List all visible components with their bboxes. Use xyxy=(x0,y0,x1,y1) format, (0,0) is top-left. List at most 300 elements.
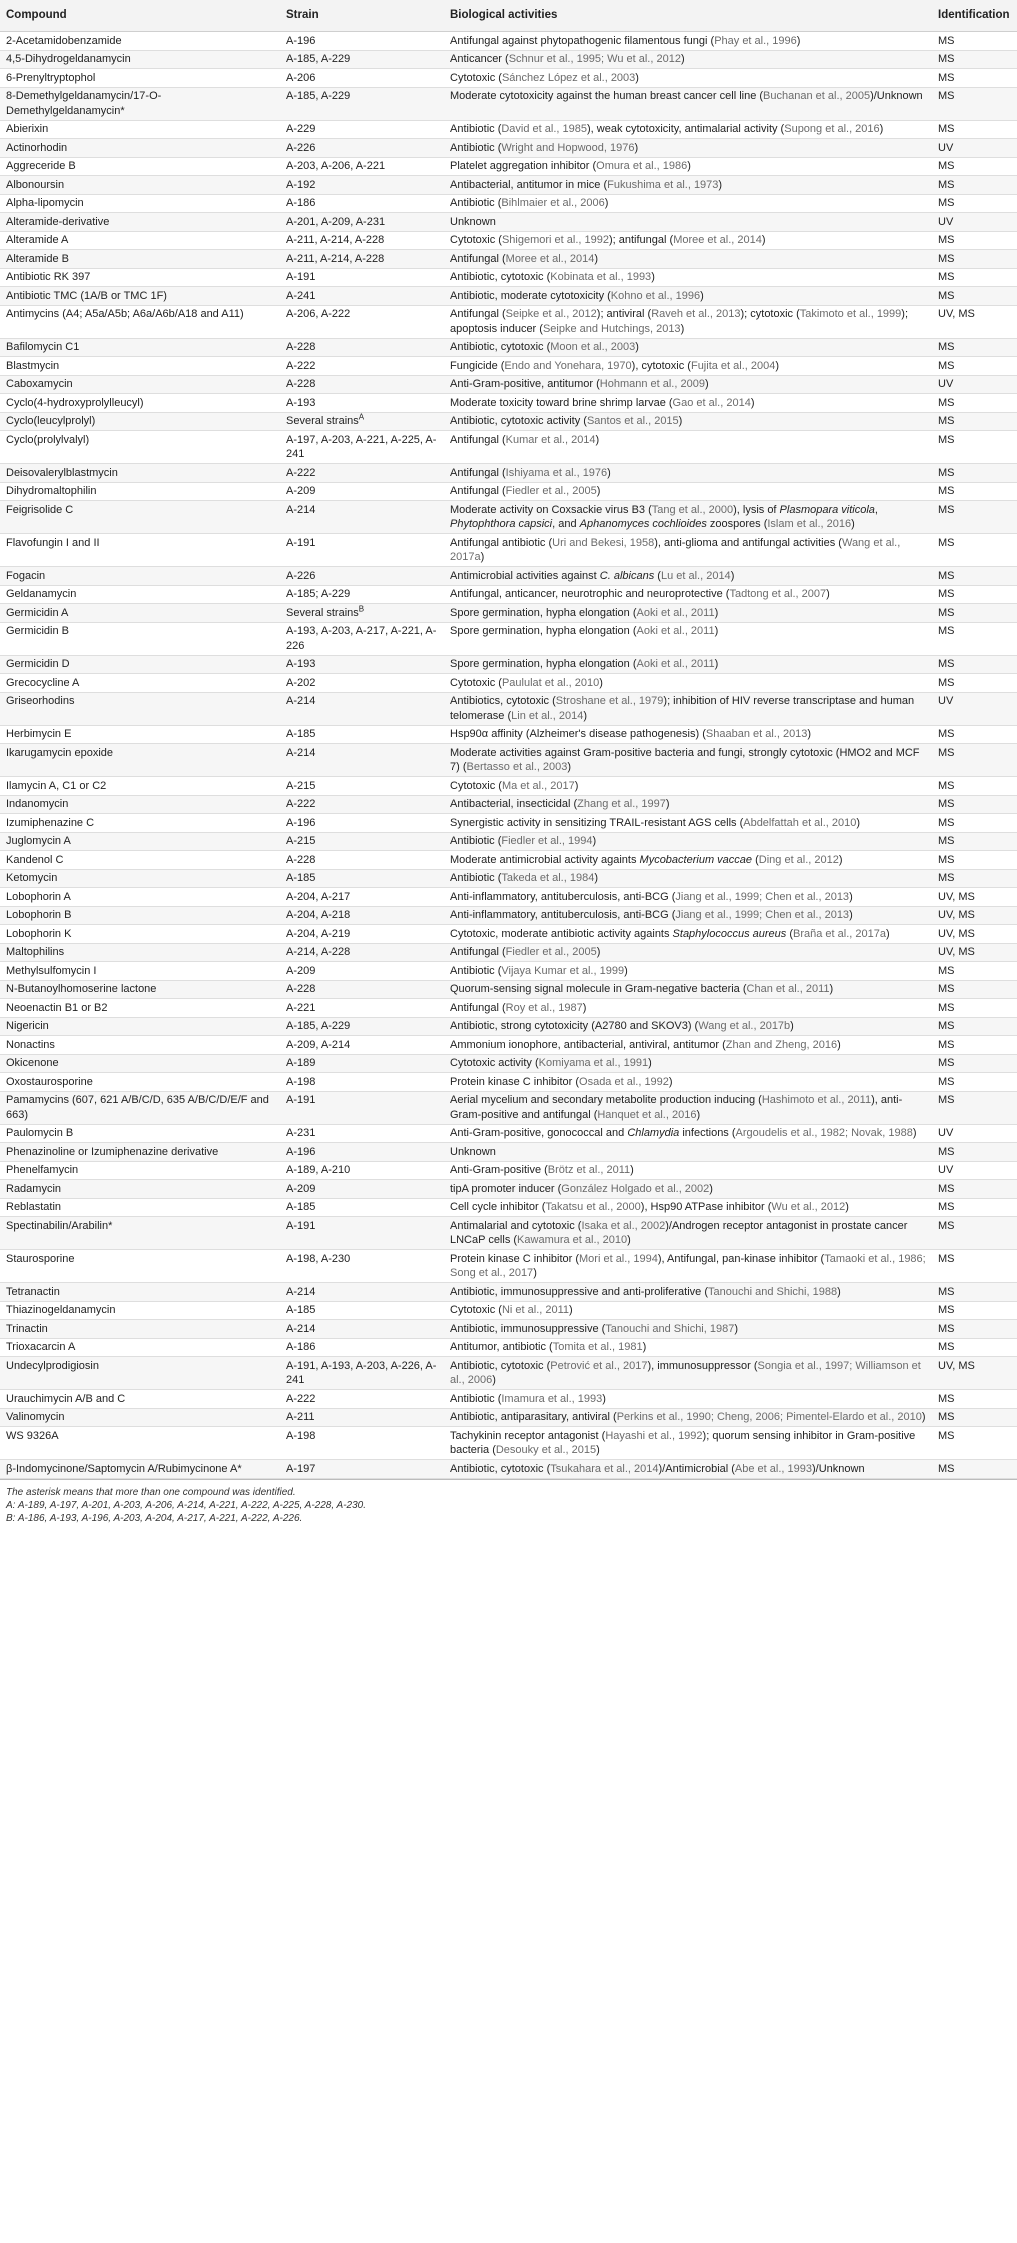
table-row xyxy=(0,50,1017,69)
strain-text: A-214 xyxy=(286,695,316,707)
activity-text: Protein kinase C inhibitor ( xyxy=(450,1075,580,1088)
citation-link[interactable]: Lu et al., 2014 xyxy=(660,569,731,582)
strain-text: A-197 xyxy=(286,1462,316,1475)
citation-link[interactable]: Hashimoto et al., 2011 xyxy=(761,1094,872,1106)
activity-text: Antibacterial, antitumor in mice ( xyxy=(450,178,608,191)
activity-text: ) xyxy=(594,872,598,884)
compound-cell: Geldanamycin xyxy=(0,585,280,604)
compound-cell: Phenazinoline or Izumiphenazine derivative xyxy=(0,1143,280,1162)
citation-link[interactable]: Wright and Hopwood, 1976 xyxy=(501,141,635,154)
citation-link[interactable]: Buchanan et al., 2005 xyxy=(763,90,871,102)
activity-text: ) xyxy=(837,1038,841,1051)
citation-link[interactable]: Isaka et al., 2002 xyxy=(581,1219,666,1232)
citation-link[interactable]: Kawamura et al., 2010 xyxy=(517,1234,628,1246)
strain-text: A-231 xyxy=(286,1127,316,1139)
citation-link[interactable]: Wang et al., 2017b xyxy=(698,1020,791,1032)
table-row xyxy=(0,1198,1017,1217)
activity-text: ) xyxy=(624,964,628,977)
citation-link[interactable]: Desouky et al., 2015 xyxy=(495,1444,597,1456)
species-name: Phytophthora capsici xyxy=(450,518,553,530)
strain-cell xyxy=(280,888,444,907)
activity-cell xyxy=(444,357,932,376)
strain-text: A-214, A-228 xyxy=(286,946,351,958)
activity-text: ) xyxy=(607,466,611,479)
identification-cell: MS xyxy=(932,832,1017,851)
compound-cell: Blastmycin xyxy=(0,357,280,376)
table-row xyxy=(0,287,1017,306)
strain-cell xyxy=(280,268,444,287)
citation-link[interactable]: Songia et al., 1997; Williamson et al., 2006 xyxy=(450,1359,921,1386)
table-row xyxy=(0,795,1017,814)
citation-link[interactable]: Komiyama et al., 1991 xyxy=(538,1057,649,1069)
activity-text: )/Unknown xyxy=(870,90,923,102)
compound-cell: Okicenone xyxy=(0,1054,280,1073)
activity-cell xyxy=(444,157,932,176)
citation-link[interactable]: Wu et al., 2012 xyxy=(771,1201,846,1213)
citation-link[interactable]: Ishiyama et al., 1976 xyxy=(505,466,608,479)
activity-text: ) xyxy=(492,1374,496,1386)
strain-text: A-203, A-206, A-221 xyxy=(286,160,386,172)
strain-text: A-191 xyxy=(286,271,316,283)
citation-link[interactable]: Fiedler et al., 1994 xyxy=(501,835,593,847)
identification-cell: UV xyxy=(932,213,1017,232)
citation-link[interactable]: Islam et al., 2016 xyxy=(767,518,852,530)
activity-text: ( xyxy=(786,927,794,940)
identification-cell: MS xyxy=(932,585,1017,604)
strain-text: A-209, A-214 xyxy=(286,1038,351,1051)
species-name: Staphylococcus aureus xyxy=(672,927,787,940)
table-row xyxy=(0,1357,1017,1390)
activity-text: ) xyxy=(687,160,691,172)
activity-cell xyxy=(444,1460,932,1479)
citation-link[interactable]: Perkins et al., 1990; Cheng, 2006; Pimentel-Elardo et al., 2010 xyxy=(616,1411,922,1423)
activity-cell xyxy=(444,32,932,51)
activity-cell xyxy=(444,1301,932,1320)
citation-link[interactable]: Fiedler et al., 2005 xyxy=(505,946,597,958)
identification-cell: MS xyxy=(932,567,1017,586)
citation-link[interactable]: Seipke et al., 2012 xyxy=(505,308,597,320)
identification-cell: MS xyxy=(932,1250,1017,1283)
identification-cell: MS xyxy=(932,157,1017,176)
citation-link[interactable]: Supong et al., 2016 xyxy=(784,123,880,135)
activity-cell xyxy=(444,338,932,357)
citation-link[interactable]: Kumar et al., 2014 xyxy=(505,433,596,446)
activity-cell xyxy=(444,375,932,394)
strain-cell xyxy=(280,906,444,925)
species-name: Chlamydia xyxy=(627,1127,680,1139)
activity-cell xyxy=(444,1143,932,1162)
strain-cell xyxy=(280,1217,444,1250)
activity-cell xyxy=(444,431,932,464)
activity-cell xyxy=(444,1180,932,1199)
identification-cell: MS xyxy=(932,1460,1017,1479)
activity-text: Cytotoxic ( xyxy=(450,1304,502,1316)
strain-text: A-193 xyxy=(286,396,316,409)
activity-cell xyxy=(444,305,932,338)
activity-cell xyxy=(444,1124,932,1143)
strain-cell xyxy=(280,534,444,567)
citation-link[interactable]: Moon et al., 2003 xyxy=(550,341,636,353)
identification-cell: MS xyxy=(932,534,1017,567)
identification-cell: MS xyxy=(932,87,1017,120)
strain-footnote-marker: B xyxy=(358,603,365,613)
activity-text: ) xyxy=(648,1057,652,1069)
citation-link[interactable]: Tang et al., 2000 xyxy=(651,503,734,516)
table-row xyxy=(0,1408,1017,1427)
table-row xyxy=(0,1217,1017,1250)
activity-text: Antifungal antibiotic ( xyxy=(450,536,553,549)
citation-link[interactable]: Vijaya Kumar et al., 1999 xyxy=(501,964,625,977)
citation-link[interactable]: Fiedler et al., 2005 xyxy=(505,485,597,497)
citation-link[interactable]: Hanquet et al., 2016 xyxy=(597,1108,697,1121)
citation-link[interactable]: Seipke and Hutchings, 2013 xyxy=(542,322,681,335)
table-row xyxy=(0,32,1017,51)
activity-text: ) xyxy=(630,1164,634,1176)
activity-text: ) xyxy=(838,853,843,866)
strain-cell xyxy=(280,962,444,981)
activity-text: ), cytotoxic ( xyxy=(631,359,691,372)
activity-text: ) xyxy=(912,1127,917,1139)
citation-link[interactable]: Santos et al., 2015 xyxy=(586,415,679,427)
activity-text: ); inhibition of HIV reverse transcriptase and human telomerase ( xyxy=(450,695,915,722)
identification-cell: MS xyxy=(932,795,1017,814)
activity-cell xyxy=(444,604,932,623)
strain-cell xyxy=(280,394,444,413)
strain-text: A-206 xyxy=(286,71,316,84)
activity-cell xyxy=(444,906,932,925)
citation-link[interactable]: Stroshane et al., 1979 xyxy=(555,695,664,707)
activity-text: ) xyxy=(885,927,890,940)
strain-text: A-186 xyxy=(286,197,316,209)
strain-cell xyxy=(280,194,444,213)
table-row xyxy=(0,213,1017,232)
activity-cell xyxy=(444,692,932,725)
activity-text: ) xyxy=(604,197,609,209)
citation-link[interactable]: Uri and Bekesi, 1958 xyxy=(552,536,655,549)
citation-link[interactable]: Abe et al., 1993 xyxy=(734,1462,812,1475)
strain-text: A-186 xyxy=(286,1341,316,1353)
citation-link[interactable]: Lin et al., 2014 xyxy=(511,709,584,722)
activity-cell xyxy=(444,287,932,306)
identification-cell: MS xyxy=(932,250,1017,269)
identification-cell: MS xyxy=(932,1198,1017,1217)
table-row xyxy=(0,194,1017,213)
activity-text: ) xyxy=(635,71,639,84)
activity-text: Anti-Gram-positive ( xyxy=(450,1164,548,1176)
compound-cell: Tetranactin xyxy=(0,1283,280,1302)
table-row xyxy=(0,338,1017,357)
table-row xyxy=(0,1390,1017,1409)
activity-text: Synergistic activity in sensitizing TRAIL-resistant AGS cells ( xyxy=(450,816,744,829)
citation-link[interactable]: Sánchez López et al., 2003 xyxy=(501,71,636,84)
strain-cell xyxy=(280,482,444,501)
strain-text: A-214 xyxy=(286,503,316,516)
activity-text: ) xyxy=(594,252,598,265)
table-row xyxy=(0,87,1017,120)
strain-cell xyxy=(280,1408,444,1427)
table-row xyxy=(0,1250,1017,1283)
activity-text: Anti-inflammatory, antituberculosis, anti-BCG ( xyxy=(450,909,676,921)
compound-cell: Antibiotic RK 397 xyxy=(0,268,280,287)
header-compound: Compound xyxy=(0,0,280,32)
citation-link[interactable]: Aoki et al., 2011 xyxy=(636,658,715,670)
compound-cell: Nigericin xyxy=(0,1017,280,1036)
compound-cell: Maltophilins xyxy=(0,943,280,962)
strain-text: A-204, A-217 xyxy=(286,890,351,903)
compound-cell: Urauchimycin A/B and C xyxy=(0,1390,280,1409)
activity-text: ), anti-glioma and antifungal activities ( xyxy=(654,536,842,549)
identification-cell: MS xyxy=(932,394,1017,413)
compound-cell: Reblastatin xyxy=(0,1198,280,1217)
identification-cell: MS xyxy=(932,338,1017,357)
activity-cell xyxy=(444,999,932,1018)
activity-cell xyxy=(444,194,932,213)
activity-text: ) xyxy=(569,1304,573,1316)
citation-link[interactable]: Jiang et al., 1999; Chen et al., 2013 xyxy=(675,890,850,903)
citation-link[interactable]: Moree et al., 2014 xyxy=(673,234,762,246)
identification-cell: MS xyxy=(932,1301,1017,1320)
activity-text: ) xyxy=(750,396,755,409)
table-row xyxy=(0,814,1017,833)
identification-cell: MS xyxy=(932,655,1017,674)
activity-text: ); antiviral ( xyxy=(596,308,652,320)
compound-cell: WS 9326A xyxy=(0,1427,280,1460)
strain-cell xyxy=(280,1390,444,1409)
citation-link[interactable]: Ding et al., 2012 xyxy=(758,853,839,866)
table-row xyxy=(0,1143,1017,1162)
compound-cell: Alteramide B xyxy=(0,250,280,269)
activity-text: ) xyxy=(665,798,670,810)
strain-text: A-198, A-230 xyxy=(286,1252,351,1265)
strain-text: A-185 xyxy=(286,1304,316,1316)
citation-link[interactable]: Zhang et al., 1997 xyxy=(577,798,666,810)
citation-link[interactable]: Chan et al., 2011 xyxy=(746,983,830,995)
activity-text: Protein kinase C inhibitor ( xyxy=(450,1252,580,1265)
citation-link[interactable]: Tomita et al., 1981 xyxy=(552,1341,643,1353)
activity-text: Antifungal ( xyxy=(450,485,506,497)
strain-text: A-189 xyxy=(286,1057,316,1069)
citation-link[interactable]: Endo and Yonehara, 1970 xyxy=(504,359,632,372)
table-row xyxy=(0,250,1017,269)
citation-link[interactable]: Osada et al., 1992 xyxy=(579,1075,669,1088)
activity-text: Cytotoxic ( xyxy=(450,71,502,84)
compound-cell: Methylsulfomycin I xyxy=(0,962,280,981)
citation-link[interactable]: Raveh et al., 2013 xyxy=(651,308,741,320)
compound-cell: Antibiotic TMC (1A/B or TMC 1F) xyxy=(0,287,280,306)
activity-text: infections ( xyxy=(679,1127,736,1139)
citation-link[interactable]: Aoki et al., 2011 xyxy=(636,606,715,619)
activity-text: ) xyxy=(730,569,735,582)
citation-link[interactable]: Phay et al., 1996 xyxy=(714,34,797,47)
strain-cell xyxy=(280,176,444,195)
identification-cell: MS xyxy=(932,674,1017,693)
compound-cell: Actinorhodin xyxy=(0,139,280,158)
citation-link[interactable]: Takimoto et al., 1999 xyxy=(799,308,902,320)
identification-cell: MS xyxy=(932,851,1017,870)
citation-link[interactable]: Gao et al., 2014 xyxy=(672,396,751,409)
citation-link[interactable]: Zhan and Zheng, 2016 xyxy=(725,1038,838,1051)
activity-cell xyxy=(444,674,932,693)
citation-link[interactable]: Tamaoki et al., 1986; Song et al., 2017 xyxy=(450,1252,926,1279)
citation-link[interactable]: Tanouchi and Shichi, 1987 xyxy=(605,1322,735,1335)
citation-link[interactable]: Roy et al., 1987 xyxy=(505,1001,583,1014)
citation-link[interactable]: Mori et al., 1994 xyxy=(579,1252,658,1265)
citation-link[interactable]: Jiang et al., 1999; Chen et al., 2013 xyxy=(675,909,850,921)
table-row xyxy=(0,120,1017,139)
activity-text: ) xyxy=(807,728,812,740)
compound-cell: Griseorhodins xyxy=(0,692,280,725)
table-row xyxy=(0,464,1017,483)
identification-cell: MS xyxy=(932,744,1017,777)
strain-cell xyxy=(280,869,444,888)
strain-cell xyxy=(280,1124,444,1143)
citation-link[interactable]: Bihlmaier et al., 2006 xyxy=(501,197,605,209)
citation-link[interactable]: Takatsu et al., 2000 xyxy=(545,1201,641,1213)
citation-link[interactable]: Kobinata et al., 1993 xyxy=(550,271,652,283)
activity-text: Antibiotic ( xyxy=(450,197,502,209)
compound-cell: Pamamycins (607, 621 A/B/C/D, 635 A/B/C/D/E/F and 663) xyxy=(0,1091,280,1124)
activity-cell xyxy=(444,1338,932,1357)
strain-cell xyxy=(280,157,444,176)
activity-text: Antibiotic ( xyxy=(450,1392,502,1405)
identification-cell: MS xyxy=(932,999,1017,1018)
table-row xyxy=(0,176,1017,195)
strain-text: A-226 xyxy=(286,569,316,582)
strain-cell xyxy=(280,832,444,851)
table-row xyxy=(0,567,1017,586)
table-row xyxy=(0,851,1017,870)
activity-text: ) xyxy=(714,606,719,619)
strain-cell xyxy=(280,725,444,744)
strain-text: A-228 xyxy=(286,853,316,866)
strain-cell xyxy=(280,1017,444,1036)
activity-text: ( xyxy=(654,569,661,582)
activity-text: Anti-Gram-positive, antitumor ( xyxy=(450,378,600,390)
citation-link[interactable]: Argoudelis et al., 1982; Novak, 1988 xyxy=(735,1127,913,1139)
compound-cell: Lobophorin B xyxy=(0,906,280,925)
activity-text: ) xyxy=(761,234,766,246)
citation-link[interactable]: Aoki et al., 2011 xyxy=(636,625,715,637)
identification-cell: UV xyxy=(932,1161,1017,1180)
citation-link[interactable]: Kohno et al., 1996 xyxy=(610,289,701,302)
identification-cell: MS xyxy=(932,814,1017,833)
strain-cell xyxy=(280,1320,444,1339)
citation-link[interactable]: David et al., 1985 xyxy=(501,123,587,135)
identification-cell: MS xyxy=(932,1283,1017,1302)
activity-text: Antibiotic ( xyxy=(450,141,502,154)
table-row xyxy=(0,869,1017,888)
strain-cell xyxy=(280,1161,444,1180)
citation-link[interactable]: Hohmann et al., 2009 xyxy=(599,378,705,390)
strain-cell xyxy=(280,622,444,655)
citation-link[interactable]: Paululat et al., 2010 xyxy=(501,676,600,689)
strain-cell xyxy=(280,744,444,777)
identification-cell: MS xyxy=(932,194,1017,213)
identification-cell: MS xyxy=(932,777,1017,796)
activity-text: Antifungal ( xyxy=(450,946,506,958)
strain-text: A-226 xyxy=(286,141,316,154)
activity-cell xyxy=(444,1073,932,1092)
citation-link[interactable]: Tsukahara et al., 2014 xyxy=(550,1462,659,1475)
strain-cell xyxy=(280,814,444,833)
activity-text: Antibiotic, antiparasitary, antiviral ( xyxy=(450,1411,617,1423)
strain-text: A-185, A-229 xyxy=(286,1020,351,1032)
compound-cell: Trinactin xyxy=(0,1320,280,1339)
citation-link[interactable]: Braña et al., 2017a xyxy=(793,927,886,940)
citation-link[interactable]: Tanouchi and Shichi, 1988 xyxy=(708,1285,838,1298)
citation-link[interactable]: Wang et al., 2017a xyxy=(450,536,901,563)
activity-text: ) xyxy=(718,178,723,191)
citation-link[interactable]: Shigemori et al., 1992 xyxy=(501,234,609,246)
citation-link[interactable]: González Holgado et al., 2002 xyxy=(561,1182,710,1195)
strain-cell xyxy=(280,943,444,962)
activity-text: Anti-Gram-positive, gonococcal and xyxy=(450,1127,628,1139)
citation-link[interactable]: Abdelfattah et al., 2010 xyxy=(743,816,857,829)
compound-cell: Kandenol C xyxy=(0,851,280,870)
activity-text: Unknown xyxy=(450,1145,496,1158)
activity-cell xyxy=(444,725,932,744)
table-row xyxy=(0,777,1017,796)
compound-cell: Nonactins xyxy=(0,1036,280,1055)
strain-text: A-185; A-229 xyxy=(286,588,351,600)
strain-cell xyxy=(280,1143,444,1162)
compound-cell: Cyclo(4-hydroxyprolylleucyl) xyxy=(0,394,280,413)
identification-cell: MS xyxy=(932,120,1017,139)
strain-text: A-198 xyxy=(286,1429,316,1442)
activity-cell xyxy=(444,925,932,944)
identification-cell: MS xyxy=(932,1143,1017,1162)
citation-link[interactable]: Omura et al., 1986 xyxy=(596,160,688,172)
activity-text: Antibiotic ( xyxy=(450,123,502,135)
strain-cell xyxy=(280,338,444,357)
citation-link[interactable]: Ma et al., 2017 xyxy=(501,779,575,792)
activity-text: Antibiotic, immunosuppressive and anti-proliferative ( xyxy=(450,1285,709,1298)
citation-link[interactable]: Fujita et al., 2004 xyxy=(690,359,776,372)
citation-link[interactable]: Petrović et al., 2017 xyxy=(550,1359,648,1372)
strain-cell xyxy=(280,287,444,306)
table-row xyxy=(0,585,1017,604)
citation-link[interactable]: Brötz et al., 2011 xyxy=(547,1164,631,1176)
activity-text: Aerial mycelium and secondary metabolite production inducing ( xyxy=(450,1094,762,1106)
strain-cell xyxy=(280,777,444,796)
citation-link[interactable]: Fukushima et al., 1973 xyxy=(607,178,719,191)
compound-cell: 6-Prenyltryptophol xyxy=(0,69,280,88)
activity-cell xyxy=(444,120,932,139)
citation-link[interactable]: Takeda et al., 1984 xyxy=(501,872,595,884)
citation-link[interactable]: Hayashi et al., 1992 xyxy=(605,1429,703,1442)
activity-cell xyxy=(444,655,932,674)
citation-link[interactable]: Schnur et al., 1995; Wu et al., 2012 xyxy=(508,53,681,65)
compound-cell: Antimycins (A4; A5a/A5b; A6a/A6b/A18 and A11) xyxy=(0,305,280,338)
activity-text: ); apoptosis inducer ( xyxy=(450,308,909,335)
activity-text: ) xyxy=(596,1444,600,1456)
citation-link[interactable]: Bertasso et al., 2003 xyxy=(466,761,568,773)
citation-link[interactable]: Shaaban et al., 2013 xyxy=(705,728,808,740)
identification-cell: MS xyxy=(932,50,1017,69)
activity-cell xyxy=(444,888,932,907)
compound-cell: Flavofungin I and II xyxy=(0,534,280,567)
identification-cell: MS xyxy=(932,1338,1017,1357)
citation-link[interactable]: Moree et al., 2014 xyxy=(505,252,595,265)
activity-cell xyxy=(444,795,932,814)
citation-link[interactable]: Imamura et al., 1993 xyxy=(501,1392,603,1405)
activity-text: ) xyxy=(796,34,801,47)
activity-text: Spore germination, hypha elongation ( xyxy=(450,658,637,670)
citation-link[interactable]: Tadtong et al., 2007 xyxy=(729,588,827,600)
activity-text: Cytotoxic, moderate antibiotic activity againts xyxy=(450,927,673,940)
citation-link[interactable]: Ni et al., 2011 xyxy=(501,1304,570,1316)
identification-cell: MS xyxy=(932,176,1017,195)
